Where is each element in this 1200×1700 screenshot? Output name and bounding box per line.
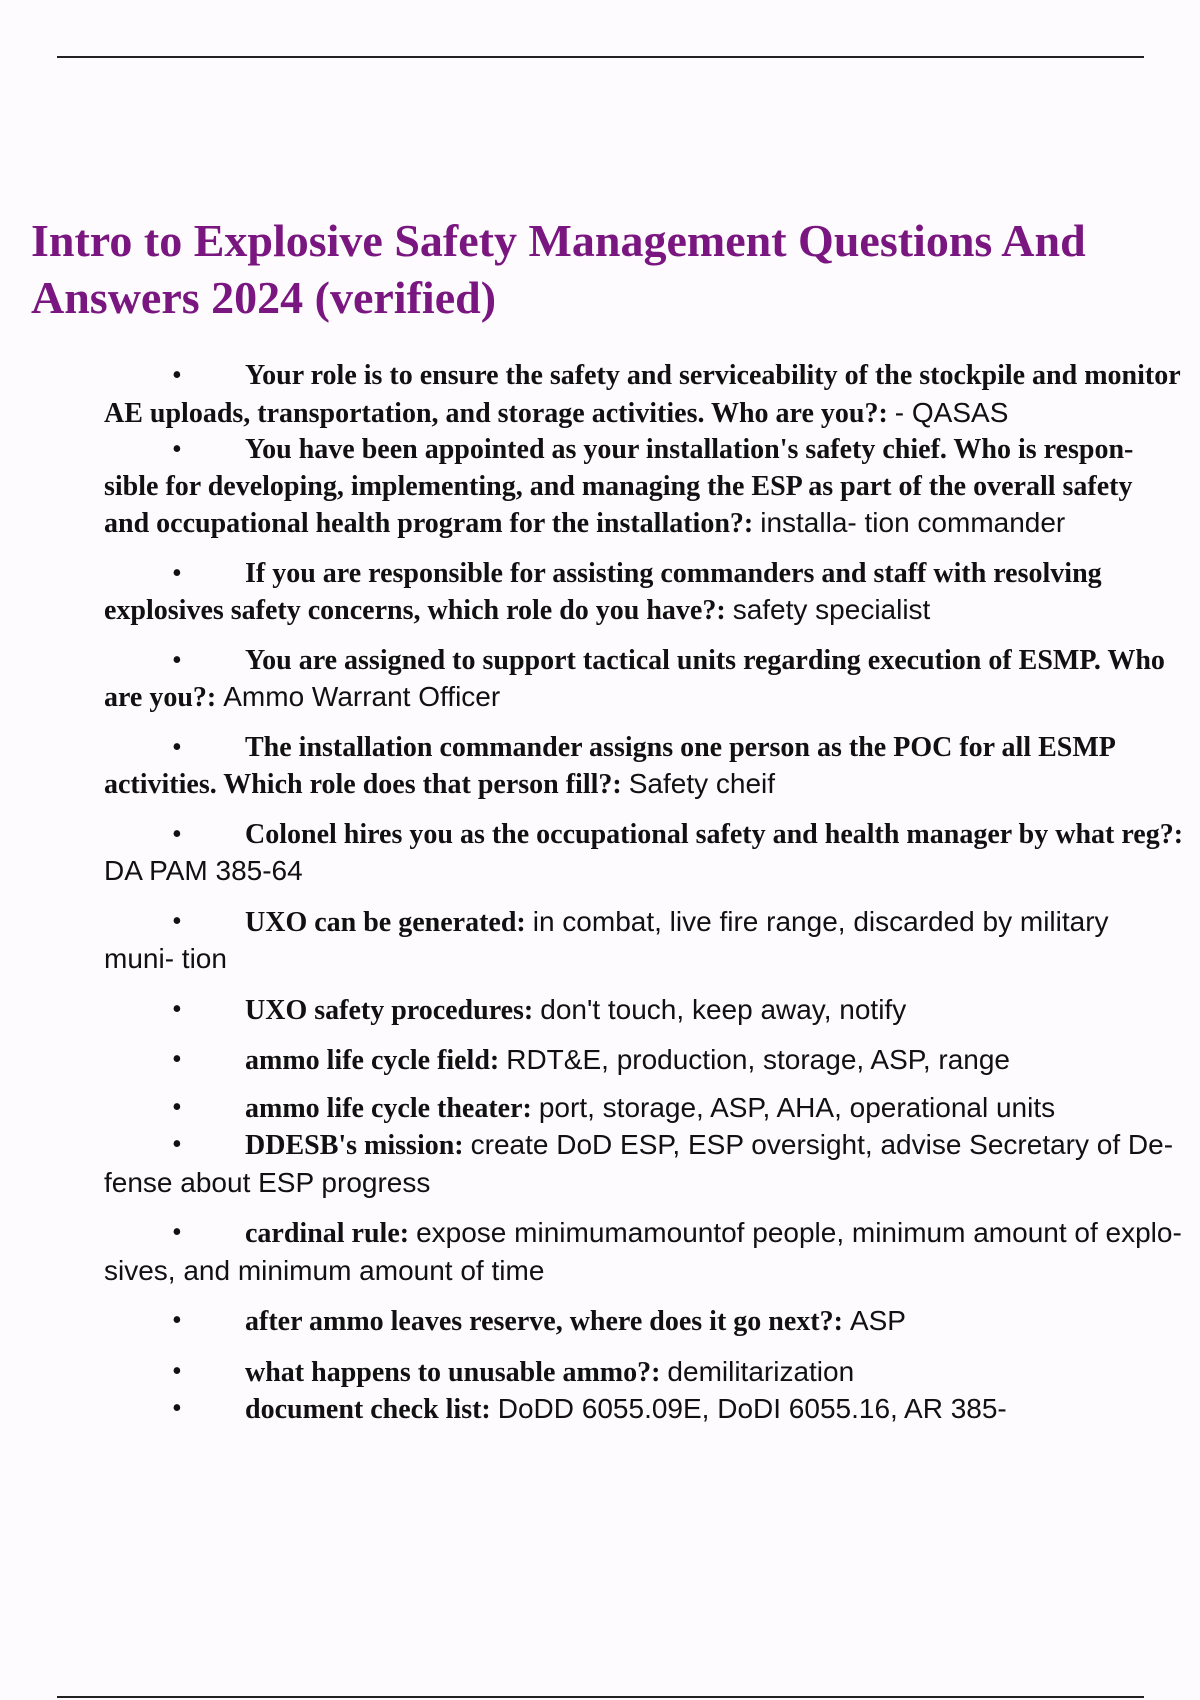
answer-text: demilitarization	[667, 1355, 855, 1387]
question-text: after ammo leaves reserve, where does it go next?:	[245, 1306, 843, 1337]
list-item	[104, 432, 1184, 543]
question-text: If you are responsible for assisting commanders and staff with resolving explosives safety concerns, which role do you have?:	[104, 557, 1102, 626]
bullet-icon: •	[172, 1393, 182, 1424]
question-text: DDESB's mission:	[245, 1130, 464, 1161]
bullet-icon: •	[172, 905, 182, 937]
bullet-icon: •	[172, 557, 182, 589]
list-item	[104, 1391, 1184, 1429]
question-text: cardinal rule:	[245, 1218, 410, 1249]
list-item	[104, 556, 1184, 630]
bullet-icon: •	[172, 644, 182, 676]
qa-list	[104, 358, 1184, 1429]
list-item	[104, 1090, 1184, 1128]
bottom-rule	[57, 1696, 1144, 1698]
answer-text: don't touch, keep away, notify	[540, 993, 907, 1025]
answer-text: - QASAS	[894, 396, 1009, 428]
bullet-icon: •	[172, 1355, 182, 1387]
bullet-icon: •	[172, 1044, 182, 1075]
list-item	[104, 992, 1184, 1030]
list-item	[104, 904, 1184, 979]
list-item	[104, 1354, 1184, 1392]
answer-text: safety specialist	[732, 594, 931, 625]
bullet-icon: •	[172, 1217, 182, 1248]
list-item	[104, 358, 1184, 432]
answer-text: Safety cheif	[628, 768, 776, 799]
answer-text: ASP	[849, 1305, 906, 1336]
answer-text: RDT&E, production, storage, ASP, range	[506, 1044, 1011, 1075]
bullet-icon: •	[172, 434, 182, 465]
question-text: ammo life cycle theater:	[245, 1092, 532, 1124]
question-text: what happens to unusable ammo?:	[245, 1356, 661, 1388]
answer-text: create DoD ESP, ESP oversight, advise Secretary of De- fense about ESP progress	[104, 1129, 1174, 1198]
list-item	[104, 1042, 1184, 1080]
list-item	[104, 1127, 1184, 1202]
top-rule	[57, 56, 1144, 58]
answer-text: Ammo Warrant Officer	[223, 681, 501, 712]
answer-text: installa- tion commander	[760, 507, 1066, 538]
answer-text: in combat, live fire range, discarded by military muni- tion	[104, 905, 1109, 974]
bullet-icon: •	[172, 1129, 182, 1160]
answer-text: expose minimumamountof people, minimum amount of explo- sives, and minimum amount of time	[104, 1217, 1182, 1286]
bullet-icon: •	[172, 993, 182, 1025]
question-text: The installation commander assigns one person as the POC for all ESMP activities. Which role does that person fill?:	[104, 731, 1115, 800]
answer-text: port, storage, ASP, AHA, operational units	[538, 1091, 1056, 1123]
question-text: UXO can be generated:	[245, 906, 526, 938]
bullet-icon: •	[172, 818, 182, 850]
list-item	[104, 643, 1184, 717]
answer-text: DA PAM 385-64	[104, 855, 303, 886]
list-item	[104, 730, 1184, 804]
bullet-icon: •	[172, 1091, 182, 1123]
bullet-icon: •	[172, 1305, 182, 1336]
question-text: You have been appointed as your installation's safety chief. Who is respon- sible for developing, implementing, and managing the ESP as part of the overall safety and occupational health program for the installation?:	[104, 434, 1134, 539]
question-text: ammo life cycle field:	[245, 1045, 500, 1076]
answer-text: DoDD 6055.09E, DoDI 6055.16, AR 385-	[497, 1393, 1007, 1424]
list-item	[104, 1215, 1184, 1290]
bullet-icon: •	[172, 731, 182, 763]
question-text: UXO safety procedures:	[245, 994, 534, 1026]
bullet-icon: •	[172, 360, 182, 391]
question-text: Colonel hires you as the occupational safety and health manager by what reg?:	[245, 818, 1184, 850]
list-item	[104, 1303, 1184, 1341]
question-text: Your role is to ensure the safety and serviceability of the stockpile and monitor AE uploads, transportation, and storage activities. Who are you?:	[104, 360, 1181, 429]
question-text: document check list:	[245, 1394, 491, 1425]
list-item	[104, 817, 1184, 891]
page-title: Intro to Explosive Safety Management Questions And Answers 2024 (verified)	[31, 215, 1086, 323]
question-text: You are assigned to support tactical units regarding execution of ESMP. Who are you?:	[104, 644, 1165, 713]
